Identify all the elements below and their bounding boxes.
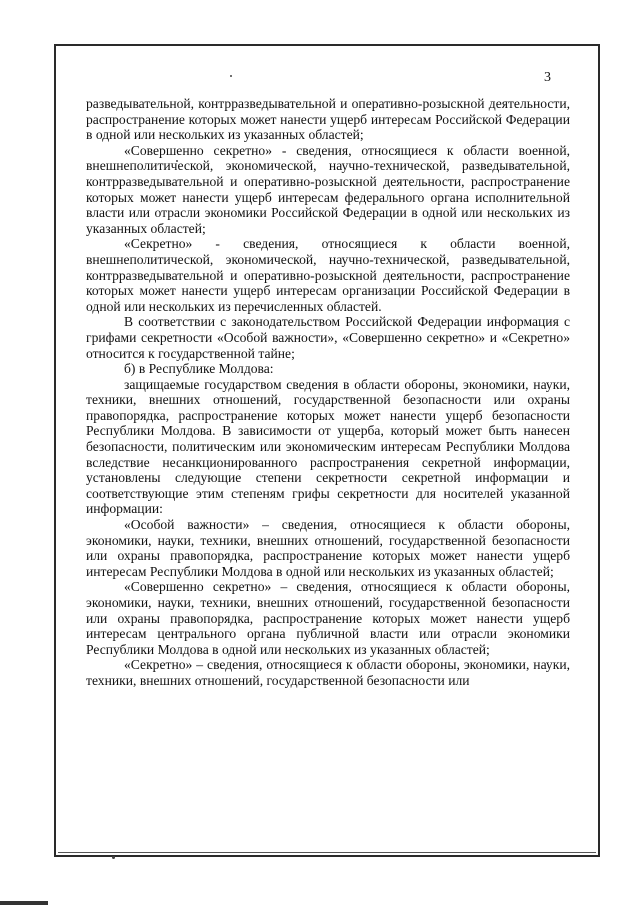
scan-edge-mark xyxy=(0,901,48,905)
paragraph-top-secret-ru: «Совершенно секретно» - сведения, относящиеся к области военной, внешнеполитической, экономической, научно-технической, разведывательной, контрразведывательной и оперативно-розыскной деятельности, распространение которых может нанести ущерб интересам федерального органа исполнительной власти или отрасли экономики Российской Федерации в одной или нескольких из указанных областей; xyxy=(86,142,570,236)
paragraph-moldova-definition: защищаемые государством сведения в области обороны, экономики, науки, техники, внешних отношений, государственной безопасности или охраны правопорядка, распространение которых может нанести ущерб безопасности Республики Молдова. В зависимости от ущерба, который может быть нанесен безопасности, политическим или экономическим интересам Республики Молдова вследствие несанкционированного распространения секретной информации, установлены следующие степени секретности секретной информации и соответствующие этим степеням грифы секретности для носителей указанной информации: xyxy=(86,376,570,517)
paragraph-secret-md: «Секретно» – сведения, относящиеся к области обороны, экономики, науки, техники, внешних отношений, государственной безопасности или xyxy=(86,657,570,688)
paragraph-special-importance-md: «Особой важности» – сведения, относящиеся к области обороны, экономики, науки, техники, внешних отношений, государственной безопасности или охраны правопорядка, распространение которых может нанести ущерб интересам Республики Молдова в одной или нескольких из указанных областей; xyxy=(86,517,570,579)
paragraph-secret-ru: «Секретно» - сведения, относящиеся к области военной, внешнеполитической, экономической, научно-технической, разведывательной, контрразведывательной и оперативно-розыскной деятельности, распространение которых может нанести ущерб интересам организации Российской Федерации в одной или нескольких из перечисленных областей. xyxy=(86,236,570,314)
page-number: 3 xyxy=(544,70,551,85)
paragraph-state-secret-ru: В соответствии с законодательством Российской Федерации информация с грифами секретности «Особой важности», «Совершенно секретно» и «Секретно» относится к государственной тайне; xyxy=(86,314,570,361)
scan-speck xyxy=(112,856,115,859)
paragraph-top-secret-md: «Совершенно секретно» – сведения, относящиеся к области обороны, экономики, науки, техники, внешних отношений, государственной безопасности или охраны правопорядка, распространение которых может нанести ущерб интересам центрального органа публичной власти или отрасли экономики Республики Молдова в одной или нескольких из указанных областей; xyxy=(86,579,570,657)
document-body xyxy=(86,96,570,689)
section-heading-moldova: б) в Республике Молдова: xyxy=(124,361,274,377)
paragraph-continuation: разведывательной, контрразведывательной и оперативно-розыскной деятельности, распространение которых может нанести ущерб интересам Российской Федерации в одной или нескольких из указанных областей; xyxy=(86,96,570,143)
scan-speck xyxy=(230,75,232,77)
